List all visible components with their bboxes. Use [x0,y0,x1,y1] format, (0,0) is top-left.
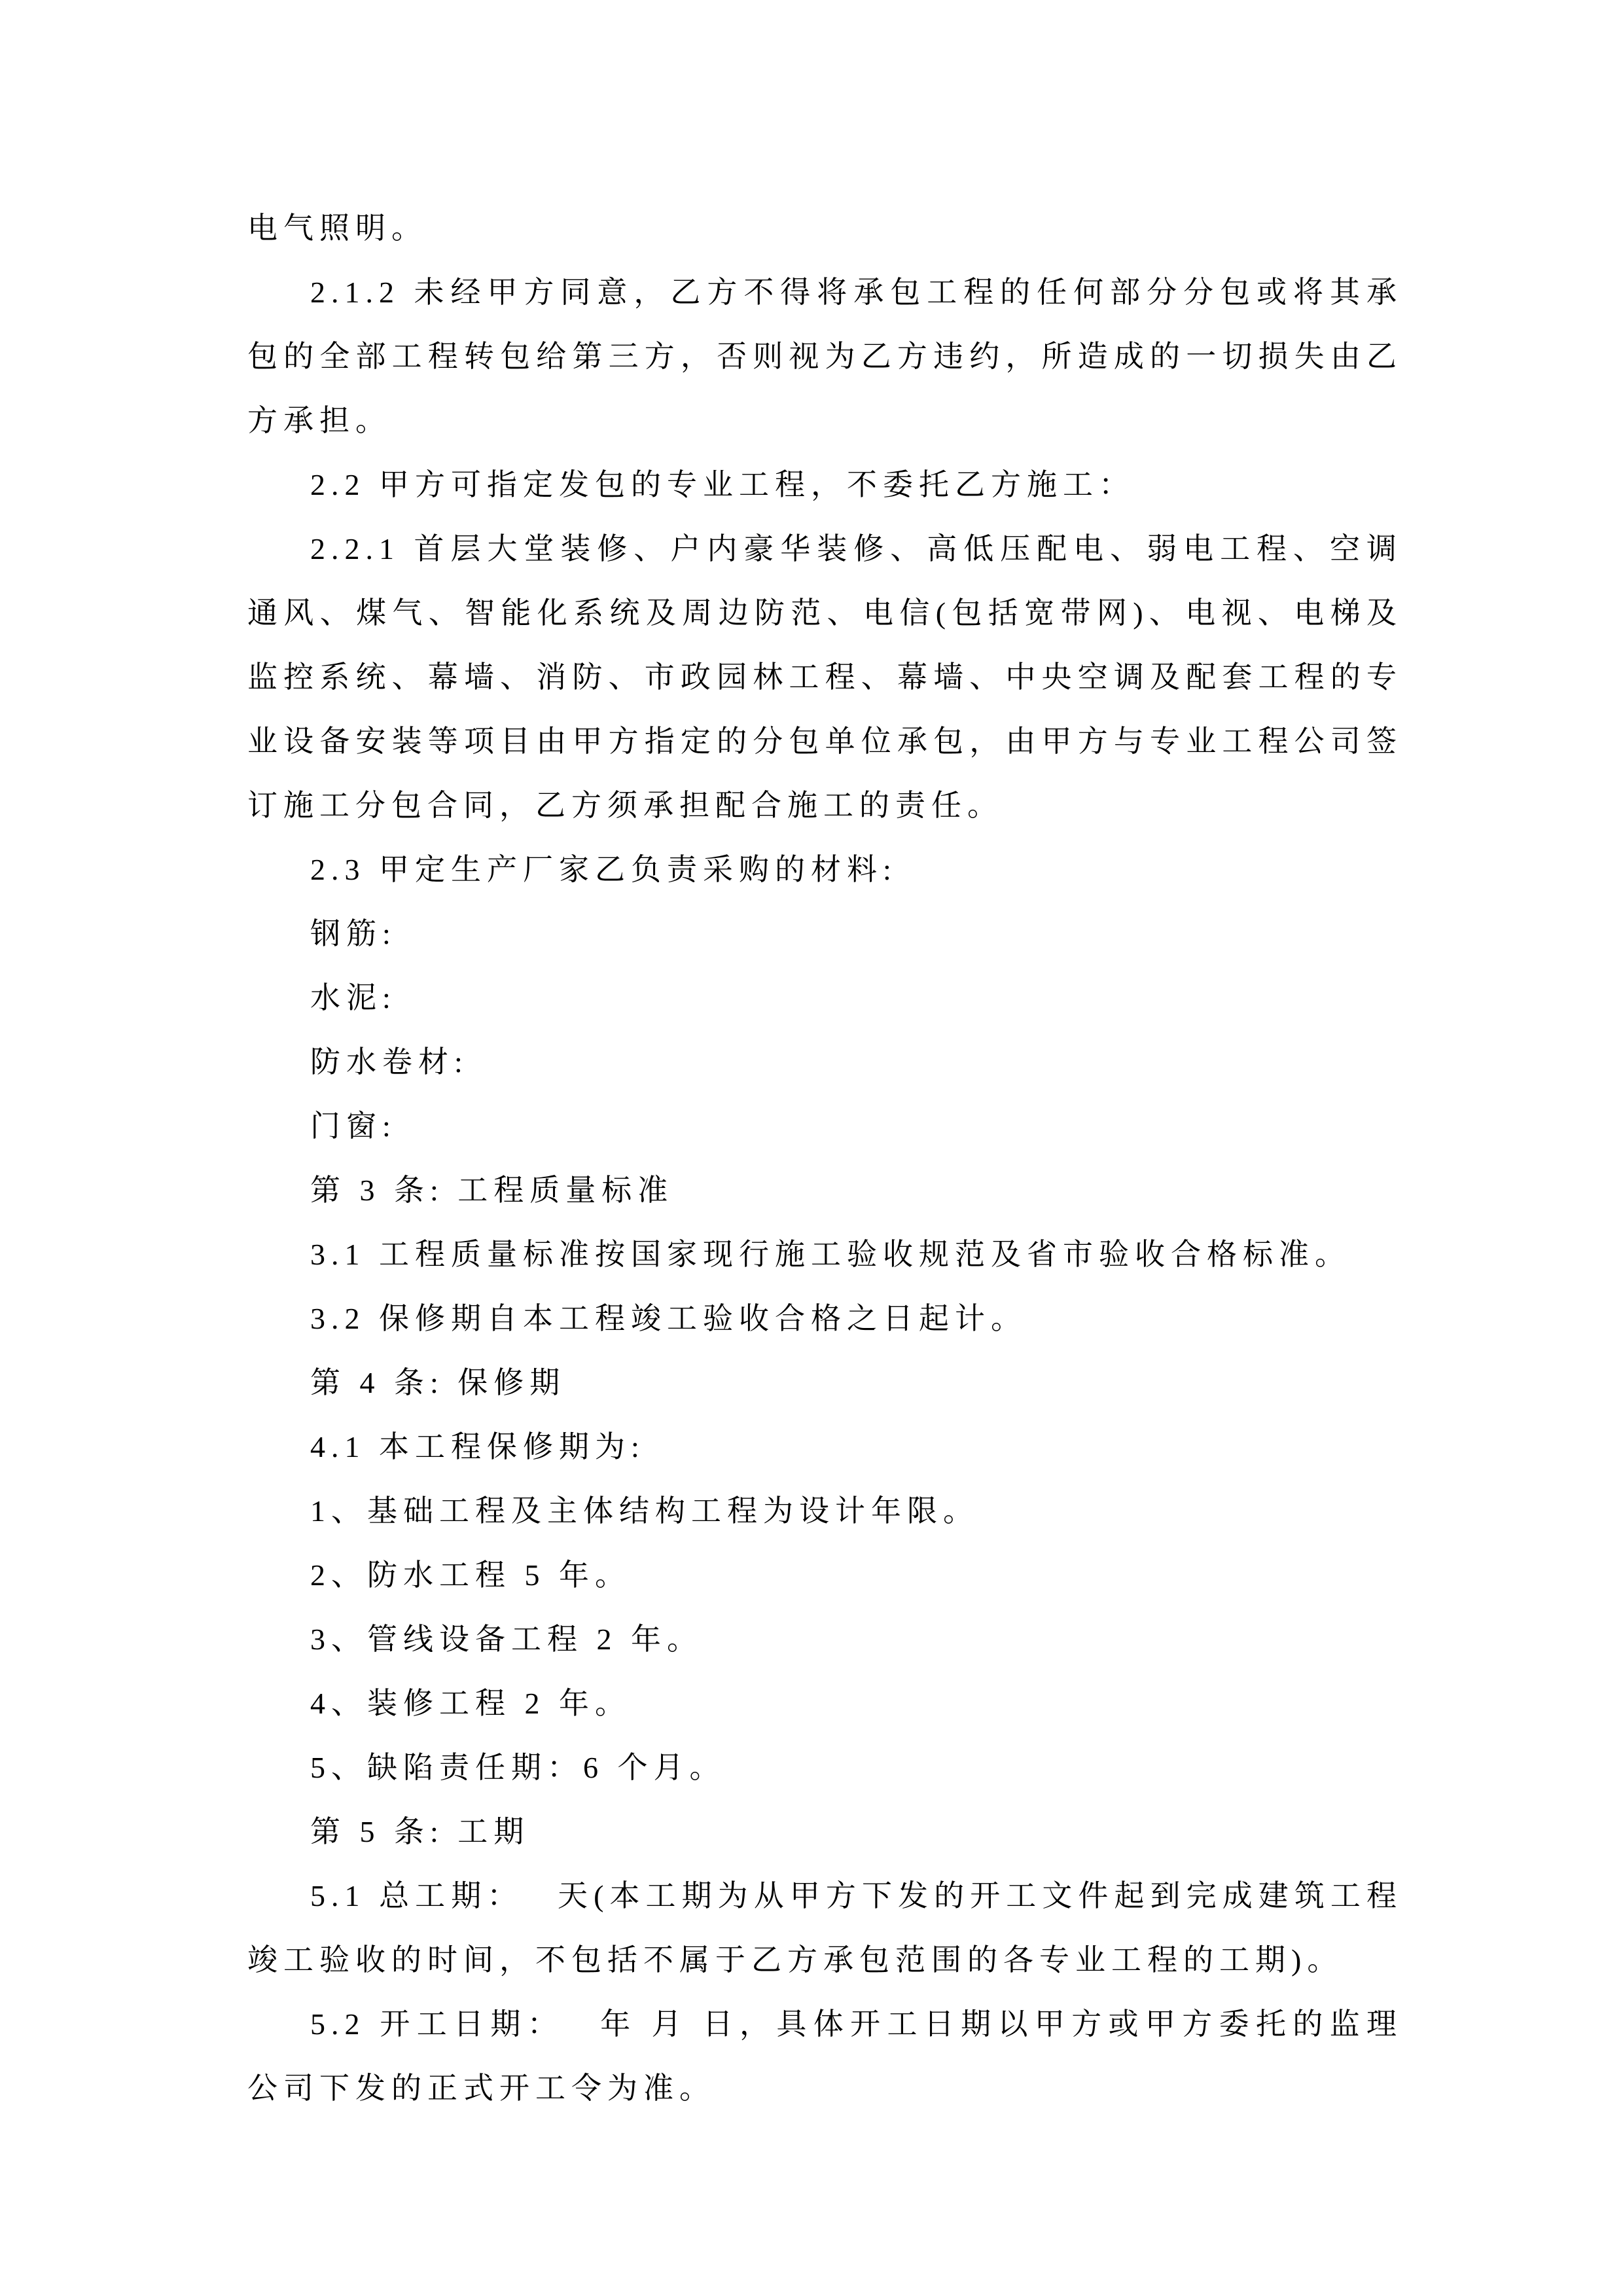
paragraph: 水泥: [310,981,397,1014]
paragraph: 2.2 甲方可指定发包的专业工程，不委托乙方施工： [310,468,1135,501]
paragraph: 5、缺陷责任期：6 个月。 [310,1751,726,1784]
paragraph: 2、防水工程 5 年。 [310,1558,631,1592]
paragraph: 电气照明。 [247,211,427,245]
paragraph: 3.1 工程质量标准按国家现行施工验收规范及省市验收合格标准。 [310,1238,1351,1271]
document-body [247,196,1402,2121]
paragraph: 3、管线设备工程 2 年。 [310,1623,703,1656]
paragraph: 门窗: [310,1109,397,1143]
paragraph: 4.1 本工程保修期为: [310,1430,645,1463]
paragraph: 2.2.1 首层大堂装修、户内豪华装修、高低压配电、弱电工程、空调通风、煤气、智能化系统及周边防范、电信(包括宽带网)、电视、电梯及监控系统、幕墙、消防、市政园林工程、幕墙、中央空调及配套工程的专业设备安装等项目由甲方指定的分包单位承包，由甲方与专业工程公司签订施工分包合同，乙方须承担配合施工的责任。 [247,532,1402,822]
paragraph: 钢筋: [310,917,397,950]
paragraph: 5.1 总工期： 天(本工期为从甲方下发的开工文件起到完成建筑工程竣工验收的时间，不包括不属于乙方承包范围的各专业工程的工期)。 [247,1879,1402,1977]
paragraph: 4、装修工程 2 年。 [310,1687,631,1720]
paragraph: 5.2 开工日期： 年 月 日，具体开工日期以甲方或甲方委托的监理公司下发的正式开工令为准。 [247,2007,1402,2105]
paragraph: 1、基础工程及主体结构工程为设计年限。 [310,1494,979,1528]
paragraph: 第 3 条: 工程质量标准 [310,1174,674,1207]
paragraph: 第 4 条: 保修期 [310,1366,566,1399]
paragraph: 3.2 保修期自本工程竣工验收合格之日起计。 [310,1302,1027,1335]
paragraph: 第 5 条: 工期 [310,1815,530,1848]
paragraph: 2.3 甲定生产厂家乙负责采购的材料: [310,853,897,886]
paragraph: 2.1.2 未经甲方同意，乙方不得将承包工程的任何部分分包或将其承包的全部工程转包给第三方，否则视为乙方违约，所造成的一切损失由乙方承担。 [247,276,1402,437]
paragraph: 防水卷材: [310,1045,469,1079]
